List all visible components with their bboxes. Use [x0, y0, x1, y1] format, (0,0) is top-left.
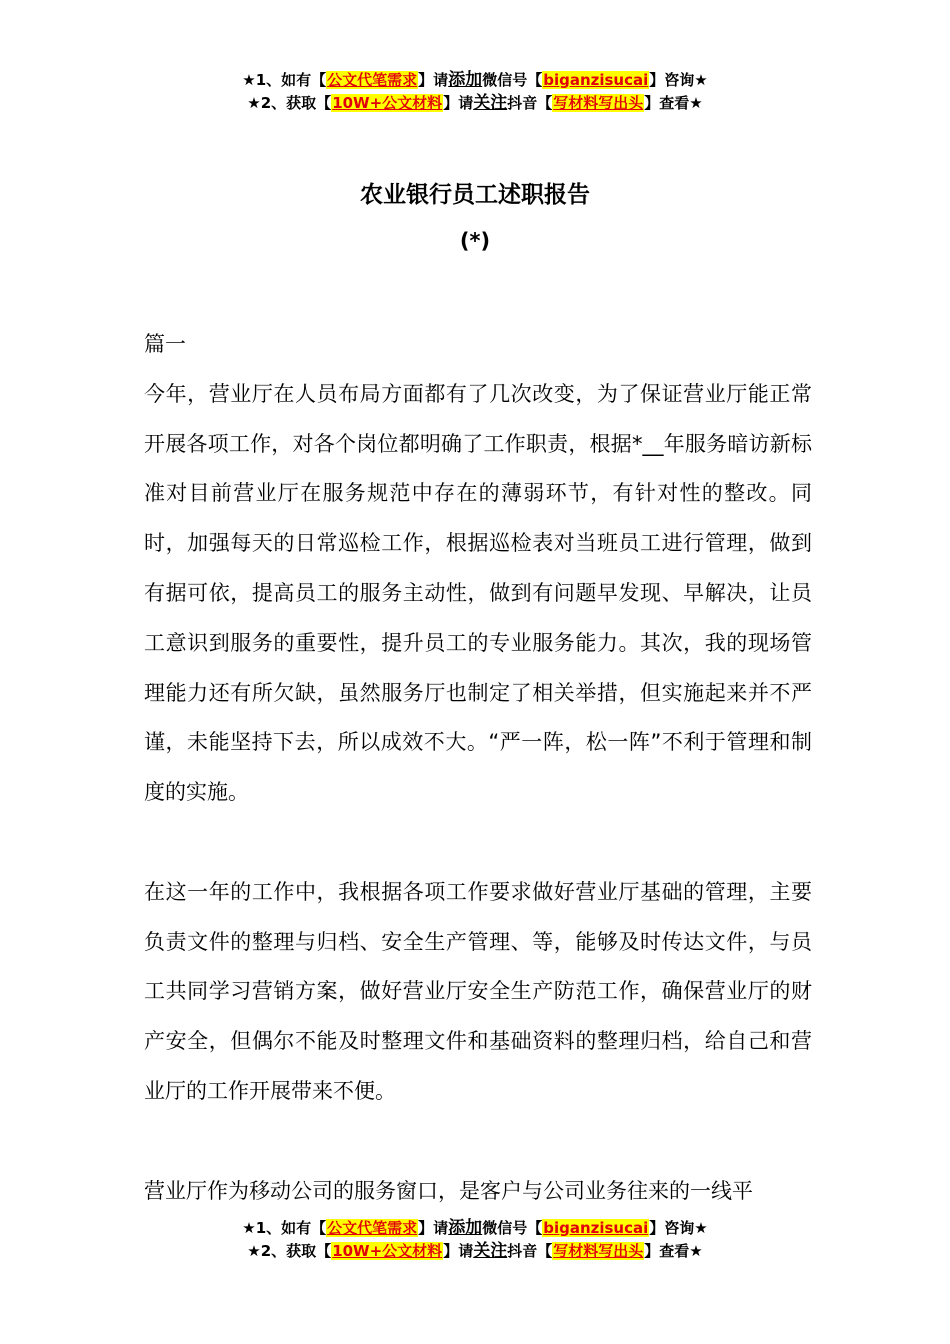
- banner-emphasis: 添加: [448, 1218, 483, 1238]
- banner-highlight: 写材料写出头: [553, 1242, 644, 1260]
- banner-text: ★2、获取【: [247, 1242, 332, 1260]
- banner-text: 】查看★: [644, 94, 703, 112]
- banner-text: 】咨询★: [649, 71, 708, 89]
- banner-text: 】请: [443, 1242, 474, 1260]
- banner-text: 】请: [418, 1219, 449, 1237]
- banner-highlight: 写材料写出头: [553, 94, 644, 112]
- banner-emphasis: 添加: [448, 70, 483, 90]
- banner-highlight: 公文代笔需求: [327, 71, 418, 89]
- banner-text: 微信号【: [482, 1219, 543, 1237]
- banner-text: 抖音【: [507, 1242, 553, 1260]
- paragraph: 在这一年的工作中，我根据各项工作要求做好营业厅基础的管理，主要负责文件的整理与归档、安全生产管理、等，能够及时传达文件，与员工共同学习营销方案，做好营业厅安全生产防范工作，确保营业厅的财产安全，但偶尔不能及时整理文件和基础资料的整理归档，给自己和营业厅的工作开展带来不便。: [144, 879, 812, 1103]
- banner-highlight: 10W+公文材料: [332, 94, 443, 112]
- banner-highlight: 10W+公文材料: [332, 1242, 443, 1260]
- banner-highlight: 公文代笔需求: [327, 1219, 418, 1237]
- document-body: [144, 320, 812, 1216]
- banner-highlight: biganzisucai: [543, 1219, 649, 1237]
- paragraph: 今年，营业厅在人员布局方面都有了几次改变，为了保证营业厅能正常开展各项工作，对各个岗位都明确了工作职责，根据*__年服务暗访新标准对目前营业厅在服务规范中存在的薄弱环节，有针对性的整改。同时，加强每天的日常巡检工作，根据巡检表对当班员工进行管理，做到有据可依，提高员工的服务主动性，做到有问题早发现、早解决，让员工意识到服务的重要性，提升员工的专业服务能力。其次，我的现场管理能力还有所欠缺，虽然服务厅也制定了相关举措，但实施起来并不严谨，未能坚持下去，所以成效不大。“严一阵，松一阵”不利于管理和制度的实施。: [144, 381, 812, 805]
- banner-line-2: [0, 1240, 950, 1263]
- banner-text: 】查看★: [644, 1242, 703, 1260]
- banner-text: ★2、获取【: [247, 94, 332, 112]
- banner-highlight: biganzisucai: [543, 71, 649, 89]
- banner-emphasis: 关注: [473, 1241, 508, 1261]
- banner-text: ★1、如有【: [242, 1219, 327, 1237]
- document-subtitle: (*): [459, 229, 491, 253]
- document-title: 农业银行员工述职报告: [360, 182, 590, 208]
- banner-text: 微信号【: [482, 71, 543, 89]
- banner-text: 抖音【: [507, 94, 553, 112]
- banner-line-2: [0, 92, 950, 115]
- banner-line-1: [0, 69, 950, 92]
- footer-banner: [0, 1217, 950, 1263]
- banner-text: 】请: [418, 71, 449, 89]
- banner-text: 】咨询★: [649, 1219, 708, 1237]
- header-banner: [0, 69, 950, 115]
- banner-text: 】请: [443, 94, 474, 112]
- banner-line-1: [0, 1217, 950, 1240]
- section-heading: 篇一: [144, 332, 186, 356]
- banner-emphasis: 关注: [473, 93, 508, 113]
- paragraph: 营业厅作为移动公司的服务窗口，是客户与公司业务往来的一线平: [144, 1178, 753, 1203]
- banner-text: ★1、如有【: [242, 71, 327, 89]
